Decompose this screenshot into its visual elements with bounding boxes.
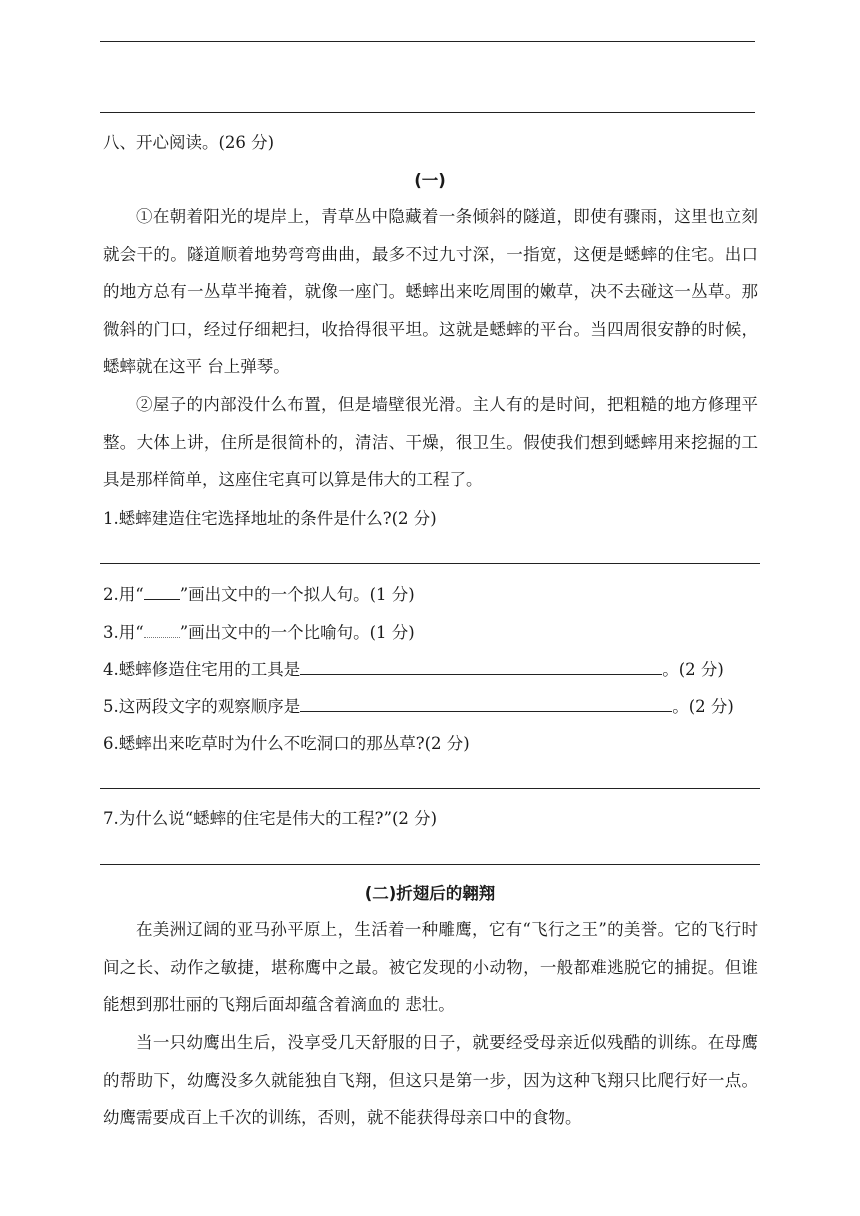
passage1-paragraph-1: ①在朝着阳光的堤岸上，青草丛中隐藏着一条倾斜的隧道，即使有骤雨，这里也立刻就会干的。隧道顺着地势弯弯曲曲，最多不过九寸深，一指宽，这便是蟋蟀的住宅。出口的地方总有一丛草半掩着，就像一座门。蟋蟀出来吃周围的嫩草，决不去碰这一丛草。那微斜的门口，经过仔细耙扫，收拾得很平坦。这就是蟋蟀的平台。当四周很安静的时候，蟋蟀就在这平 台上弹琴。 (103, 207, 758, 376)
answer-blank[interactable] (300, 658, 662, 675)
question-2-prefix: 2.用“ (103, 585, 144, 604)
question-2 (103, 583, 415, 606)
answer-blank[interactable] (300, 695, 672, 712)
answer-line (100, 41, 755, 42)
question-5-prefix: 5.这两段文字的观察顺序是 (103, 697, 301, 716)
passage2-title: (二)折翅后的翱翔 (364, 884, 496, 903)
question-3-prefix: 3.用“ (103, 623, 144, 642)
question-6: 6.蟋蟀出来吃草时为什么不吃洞口的那丛草?(2 分) (103, 734, 470, 753)
passage1-paragraph-2: ②屋子的内部没什么布置，但是墙壁很光滑。主人有的是时间，把粗糙的地方修理平整。大体上讲，住所是很简朴的，清洁、干燥，很卫生。假使我们想到蟋蟀用来挖掘的工具是那样简单，这座住宅真可以算是伟大的工程了。 (103, 395, 758, 489)
question-4-prefix: 4.蟋蟀修造住宅用的工具是 (103, 660, 301, 679)
question-4-suffix: 。(2 分) (662, 660, 724, 679)
dotted-underline-sample (144, 621, 180, 638)
question-5-suffix: 。(2 分) (672, 697, 734, 716)
section-heading: 八、开心阅读。(26 分) (103, 133, 275, 152)
question-3-suffix: ”画出文中的一个比喻句。(1 分) (179, 623, 415, 642)
question-3 (103, 621, 415, 644)
answer-line (100, 112, 755, 113)
answer-line (100, 563, 760, 564)
question-1: 1.蟋蟀建造住宅选择地址的条件是什么?(2 分) (103, 509, 437, 528)
passage2-paragraph-1: 在美洲辽阔的亚马孙平原上，生活着一种雕鹰，它有“飞行之王”的美誉。它的飞行时间之长、动作之敏捷，堪称鹰中之最。被它发现的小动物，一般都难逃脱它的捕捉。但谁能想到那壮丽的飞翔后面却蕴含着滴血的 悲壮。 (103, 920, 758, 1014)
question-4 (103, 658, 724, 681)
passage1-title: (一) (414, 171, 446, 190)
question-7: 7.为什么说“蟋蟀的住宅是伟大的工程?”(2 分) (103, 809, 438, 828)
answer-line (100, 864, 760, 865)
answer-line (100, 788, 760, 789)
question-2-suffix: ”画出文中的一个拟人句。(1 分) (179, 585, 415, 604)
question-5 (103, 695, 734, 718)
underline-sample (144, 583, 180, 600)
passage2-paragraph-2: 当一只幼鹰出生后，没享受几天舒服的日子，就要经受母亲近似残酷的训练。在母鹰的帮助下，幼鹰没多久就能独自飞翔，但这只是第一步，因为这种飞翔只比爬行好一点。幼鹰需要成百上千次的训练，否则，就不能获得母亲口中的食物。 (103, 1033, 758, 1127)
